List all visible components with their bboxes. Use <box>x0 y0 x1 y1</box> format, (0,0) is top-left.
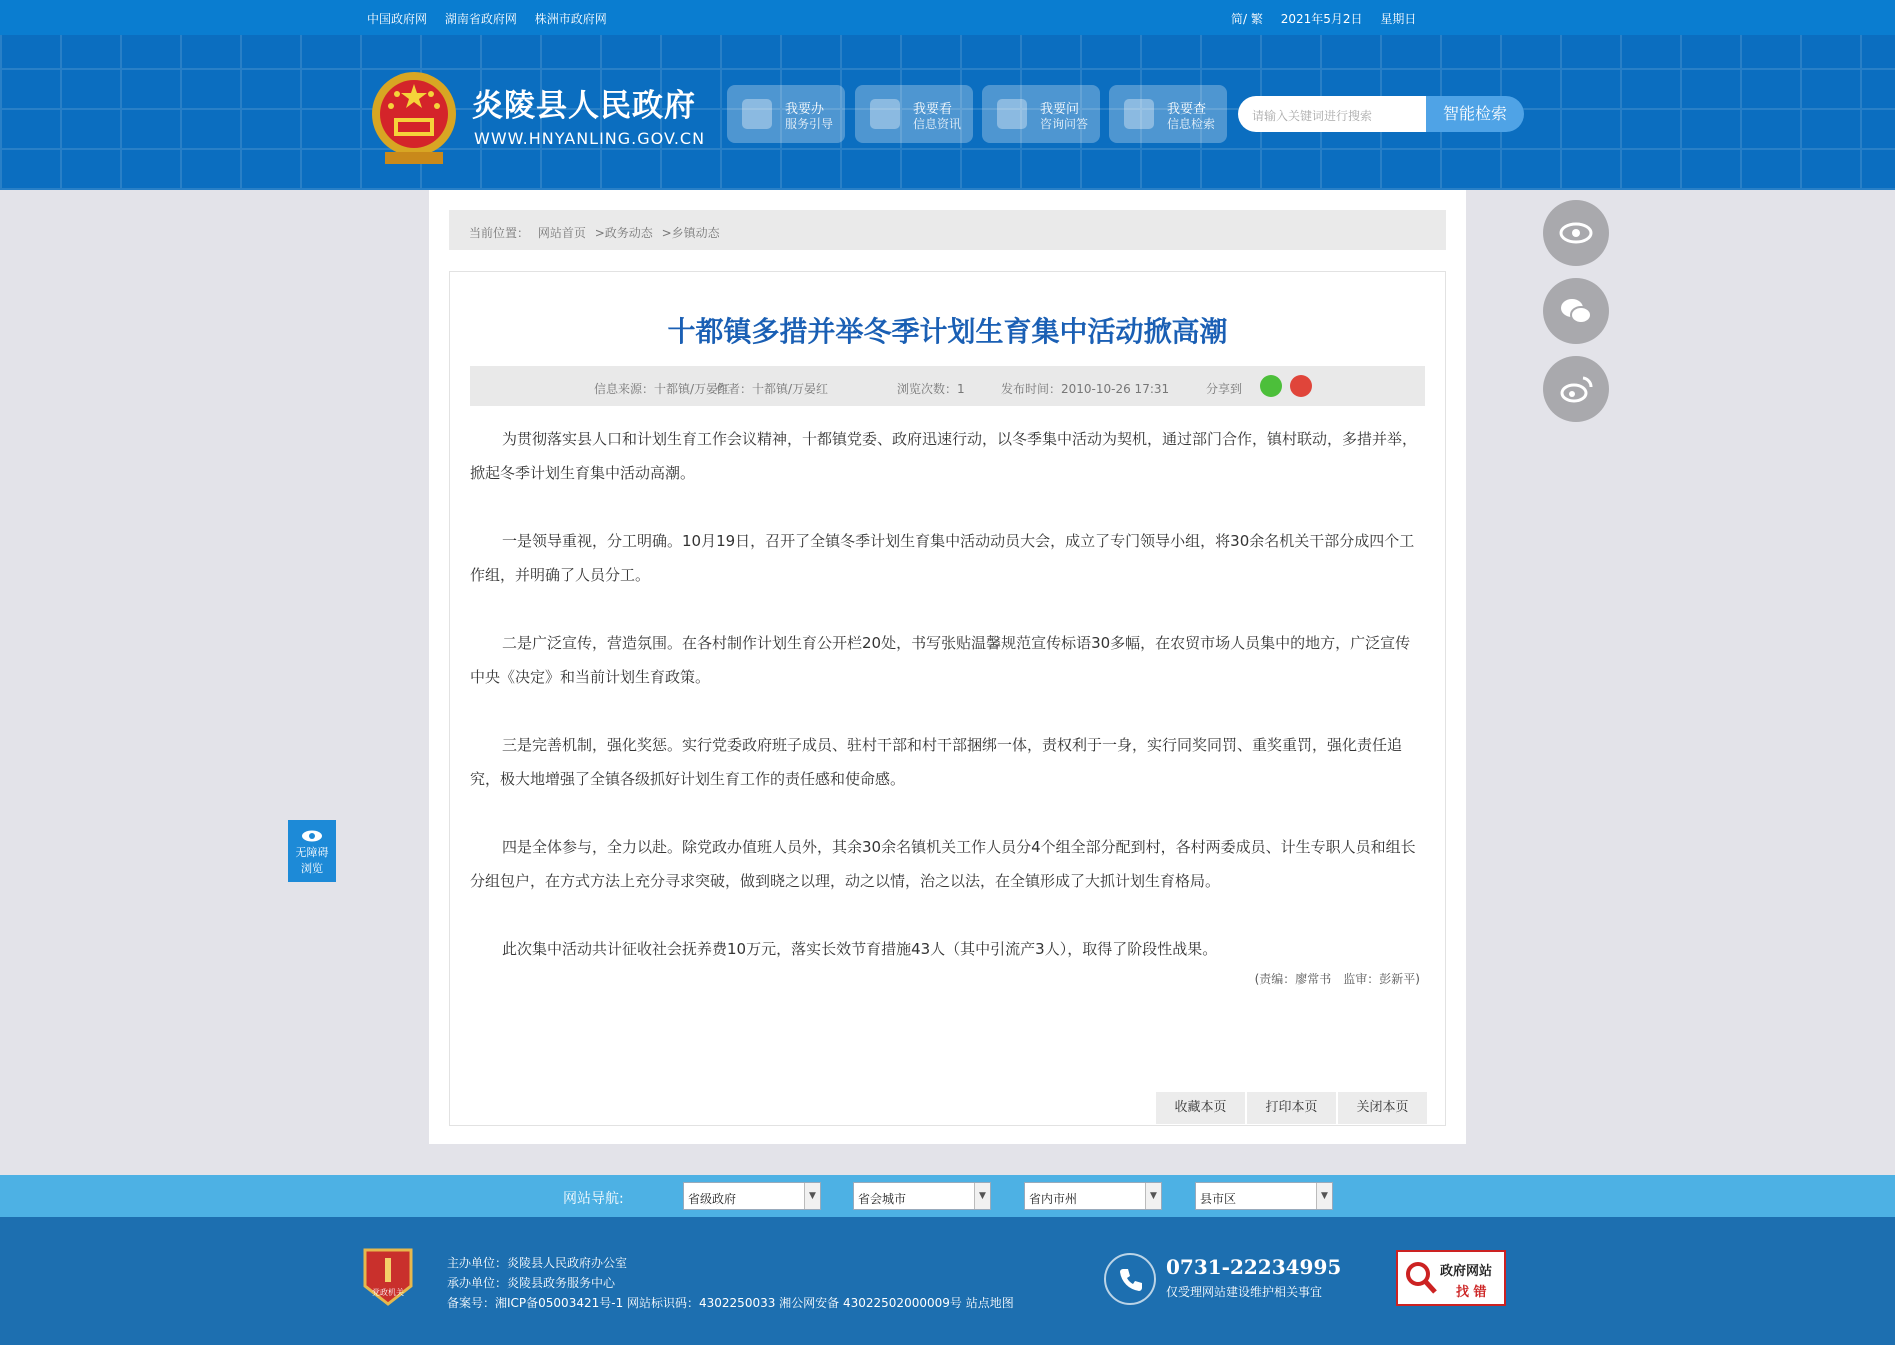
paragraph: 二是广泛宣传，营造氛围。在各村制作计划生育公开栏20处，书写张贴温馨规范宣传标语30多幅，在农贸市场人员集中的地方，广泛宣传中央《决定》和当前计划生育政策。 <box>470 634 1411 686</box>
breadcrumb-label: 当前位置： <box>469 226 530 240</box>
breadcrumb <box>449 210 1446 250</box>
weibo-icon <box>1543 356 1609 422</box>
party-gov-badge-icon[interactable] <box>361 1246 415 1308</box>
gov-site-error-report-button[interactable] <box>1396 1250 1506 1306</box>
eye-icon <box>1543 200 1609 266</box>
accessibility-sublabel: 浏览 <box>301 862 323 875</box>
lang-switch[interactable]: 简/ 繁 <box>1231 12 1263 26</box>
article-title: 十都镇多措并举冬季计划生育集中活动掀高潮 <box>667 315 1228 348</box>
paragraph: 三是完善机制，强化奖惩。实行党委政府班子成员、驻村干部和村干部捆绑一体，责权利于一身，实行同奖同罚、重奖重罚，强化责任追究，极大地增强了全镇各级抓好计划生育工作的责任感和使命感。 <box>470 736 1403 788</box>
service-sublabel: 服务引导 <box>785 117 834 131</box>
search-button[interactable]: 智能检索 <box>1426 96 1524 132</box>
breadcrumb-home[interactable]: 网站首页 <box>537 226 586 240</box>
footer-info <box>447 1253 1014 1313</box>
wechat-share-icon[interactable] <box>1260 375 1282 397</box>
search-box <box>1238 96 1524 132</box>
select-prefectures[interactable] <box>1024 1182 1162 1210</box>
article-ops <box>1154 1092 1427 1124</box>
select-capitals[interactable] <box>853 1182 991 1210</box>
select-value: 省内市州 <box>1029 1192 1078 1206</box>
select-counties[interactable] <box>1195 1182 1333 1210</box>
article-meta <box>470 366 1425 406</box>
question-icon <box>997 99 1027 129</box>
service-apply-button[interactable] <box>727 85 845 143</box>
top-right <box>1231 10 1430 27</box>
service-sublabel: 咨询问答 <box>1040 117 1089 131</box>
meta-share-label: 分享到 <box>1206 382 1243 396</box>
site-nav-bar <box>0 1175 1895 1217</box>
site-footer <box>0 1217 1895 1345</box>
breadcrumb-township[interactable]: >乡镇动态 <box>661 226 720 240</box>
service-sublabel: 信息资讯 <box>913 117 962 131</box>
accessibility-label: 无障碍 <box>295 846 329 859</box>
search-input[interactable]: 请输入关键词进行搜索 <box>1238 96 1426 132</box>
eye-icon <box>288 830 336 844</box>
wechat-icon <box>1543 278 1609 344</box>
paragraph: 一是领导重视，分工明确。10月19日，召开了全镇冬季计划生育集中活动动员大会，成立了专门领导小组，将30余名机关干部分成四个工作组，并明确了人员分工。 <box>470 532 1415 584</box>
phone-icon <box>1104 1253 1156 1305</box>
magnifier-icon <box>1124 99 1154 129</box>
footer-phone: 0731-22234995 <box>1166 1255 1342 1279</box>
chevron-down-icon: ▼ <box>1316 1183 1332 1209</box>
select-value: 省会城市 <box>858 1192 907 1206</box>
error-report-sublabel: 找 错 <box>1456 1285 1487 1300</box>
footer-record: 备案号：湘ICP备05003421号-1 网站标识码：4302250033 湘公网安备 43022502000009号 站点地图 <box>447 1296 1014 1310</box>
close-page-button[interactable]: 关闭本页 <box>1338 1092 1427 1124</box>
service-sublabel: 信息检索 <box>1167 117 1216 131</box>
footer-host: 主办单位：炎陵县人民政府办公室 <box>447 1256 628 1270</box>
chevron-down-icon: ▼ <box>1145 1183 1161 1209</box>
meta-source: 信息来源：十都镇/万晏红 <box>594 382 731 396</box>
accessibility-button[interactable] <box>288 820 336 882</box>
editor-credit: (责编：廖常书 监审：彭新平) <box>1254 972 1420 986</box>
site-url: WWW.HNYANLING.GOV.CN <box>474 129 706 148</box>
breadcrumb-news[interactable]: >政务动态 <box>594 226 653 240</box>
site-nav-label: 网站导航: <box>563 1191 624 1207</box>
link-zhuzhou-gov[interactable]: 株洲市政府网 <box>534 12 607 26</box>
article-body <box>470 422 1425 966</box>
service-label: 我要看 <box>913 102 953 117</box>
select-provincial[interactable] <box>683 1182 821 1210</box>
date-text: 2021年5月2日 <box>1280 12 1363 26</box>
guide-doc-icon <box>742 99 772 129</box>
service-ask-button[interactable] <box>982 85 1100 143</box>
service-label: 我要办 <box>785 102 825 117</box>
favorite-button[interactable]: 收藏本页 <box>1156 1092 1245 1124</box>
eye-icon <box>870 99 900 129</box>
main-content <box>429 190 1466 1144</box>
meta-time: 发布时间：2010-10-26 17:31 <box>1001 382 1170 396</box>
badge-text: 党政机关 <box>372 1288 404 1297</box>
service-view-button[interactable] <box>855 85 973 143</box>
print-button[interactable]: 打印本页 <box>1247 1092 1336 1124</box>
weibo-share-icon[interactable] <box>1290 375 1312 397</box>
footer-phone-note: 仅受理网站建设维护相关事宜 <box>1166 1285 1323 1299</box>
link-hunan-gov[interactable]: 湖南省政府网 <box>444 12 517 26</box>
site-title[interactable]: 炎陵县人民政府 <box>472 88 696 124</box>
meta-views: 浏览次数：1 <box>897 382 965 396</box>
select-value: 省级政府 <box>688 1192 737 1206</box>
link-gov-cn[interactable]: 中国政府网 <box>367 12 428 26</box>
service-label: 我要问 <box>1040 102 1080 117</box>
paragraph: 此次集中活动共计征收社会抚养费10万元，落实长效节育措施43人（其中引流产3人），取得了阶段性战果。 <box>502 940 1218 958</box>
magnifier-icon <box>1402 1254 1440 1304</box>
float-wechat-button[interactable] <box>1543 278 1609 344</box>
meta-author: 作者：十都镇/万晏红 <box>716 382 829 396</box>
service-label: 我要查 <box>1167 102 1207 117</box>
footer-undertaker: 承办单位：炎陵县政务服务中心 <box>447 1276 616 1290</box>
site-header <box>0 35 1895 190</box>
national-emblem-icon[interactable] <box>367 70 462 170</box>
paragraph: 四是全体参与，全力以赴。除党政办值班人员外，其余30余名镇机关工作人员分4个组全部分配到村，各村两委成员、计生专职人员和组长分组包户，在方式方法上充分寻求突破，做到晓之以理，动之以情，治之以法，在全镇形成了大抓计划生育格局。 <box>470 838 1416 890</box>
chevron-down-icon: ▼ <box>974 1183 990 1209</box>
service-search-button[interactable] <box>1109 85 1227 143</box>
article <box>449 271 1446 1126</box>
float-eye-button[interactable] <box>1543 200 1609 266</box>
float-weibo-button[interactable] <box>1543 356 1609 422</box>
error-report-label: 政府网站 <box>1440 1264 1493 1279</box>
chevron-down-icon: ▼ <box>804 1183 820 1209</box>
select-value: 县市区 <box>1200 1192 1237 1206</box>
top-links <box>367 10 621 27</box>
paragraph: 为贯彻落实县人口和计划生育工作会议精神，十都镇党委、政府迅速行动，以冬季集中活动为契机，通过部门合作，镇村联动，多措并举，掀起冬季计划生育集中活动高潮。 <box>470 430 1418 482</box>
weekday-text: 星期日 <box>1380 12 1417 26</box>
top-bar <box>0 0 1895 35</box>
